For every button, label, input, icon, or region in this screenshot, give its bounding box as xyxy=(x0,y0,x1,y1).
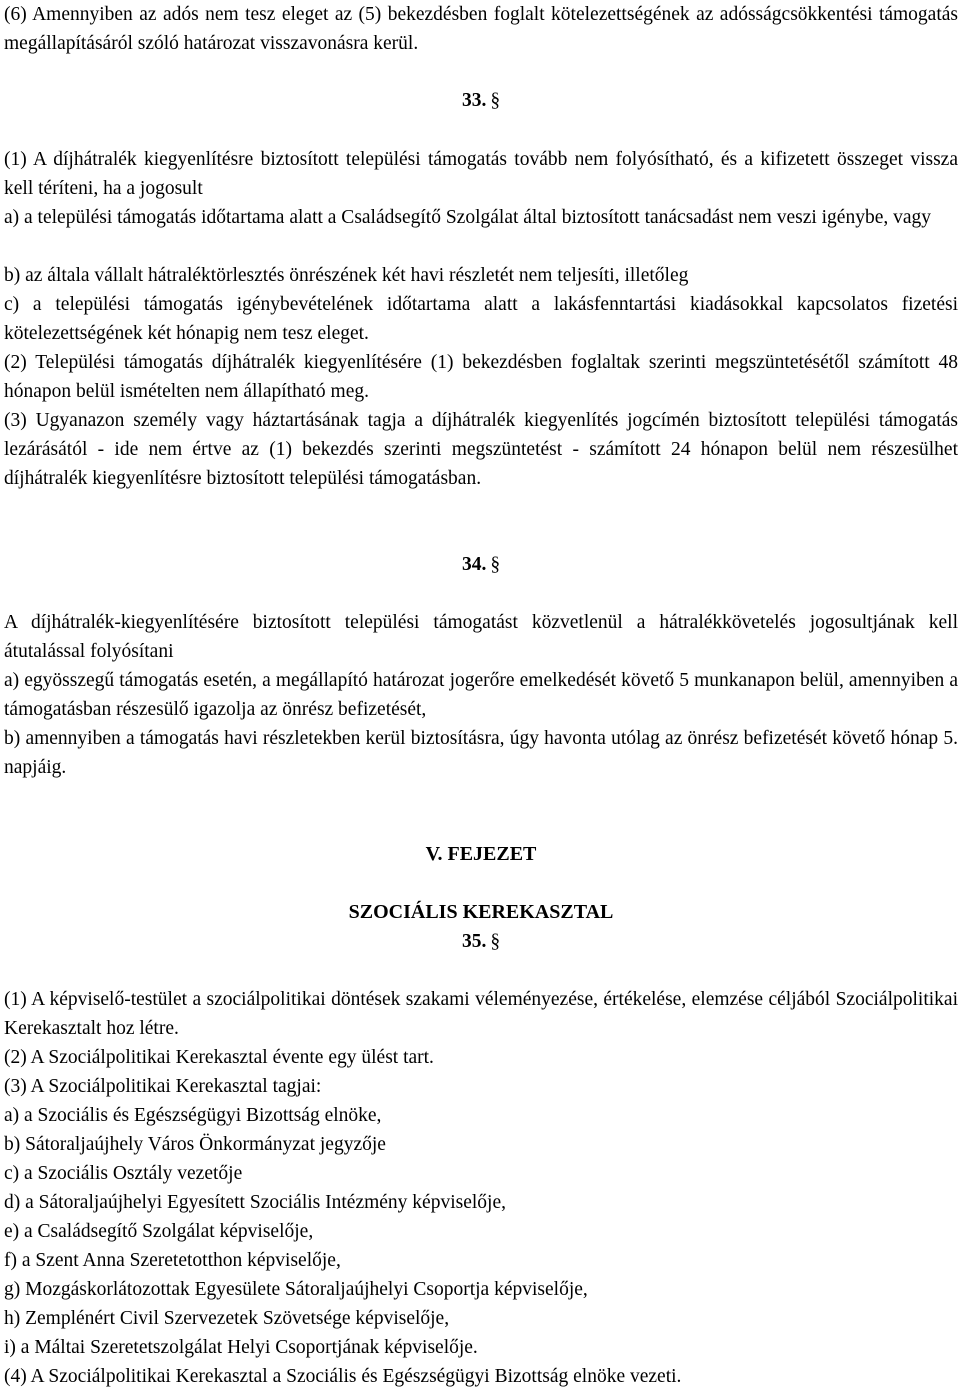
chapter-heading: V. FEJEZET xyxy=(425,843,537,865)
list-item: b) Sátoraljaújhely Város Önkormányzat jegyzője xyxy=(4,1134,386,1155)
section-35-heading xyxy=(4,927,958,956)
section-33-paragraph-1: (1) A díjhátralék kiegyenlítésre biztosított települési támogatás tovább nem folyósítható, és a kifizetett összeget vissza kell téríteni, ha a jogosult xyxy=(4,149,958,199)
section-35-paragraph-4: (4) A Szociálpolitikai Kerekasztal a Szociális és Egészségügyi Bizottság elnöke vezeti. xyxy=(4,1366,682,1387)
list-item: h) Zemplénért Civil Szervezetek Szövetsége képviselője, xyxy=(4,1308,450,1329)
section-34-number: 34. xyxy=(461,554,487,575)
section-34-point-a: a) egyösszegű támogatás esetén, a megállapító határozat jogerőre emelkedését követő 5 munkanapon belül, amennyiben a támogatásban részesülő igazolja az önrész befizetését, xyxy=(4,670,958,720)
member-list xyxy=(4,1101,958,1362)
section-33-point-b: b) az általa vállalt hátraléktörlesztés önrészének két havi részletét nem teljesíti, illetőleg xyxy=(4,265,689,286)
list-item: c) a Szociális Osztály vezetője xyxy=(4,1163,243,1184)
section-33-paragraph-3: (3) Ugyanazon személy vagy háztartásának tagja a díjhátralék kiegyenlítés jogcímén biztosított települési támogatás lezárásától - ide nem értve az (1) bekezdés szerinti megszüntetést - számított 24 hónapon belül nem részesülhet díjhátralék kiegyenlítésre biztosított települési támogatásban. xyxy=(4,410,958,489)
section-34-heading xyxy=(4,550,958,579)
section-33-heading xyxy=(4,86,958,115)
section-33-point-c: c) a települési támogatás igénybevételének időtartama alatt a lakásfenntartási kiadásokkal kapcsolatos fizetési kötelezettségének két hónapig nem tesz eleget. xyxy=(4,294,958,344)
paragraph-6: (6) Amennyiben az adós nem tesz eleget az (5) bekezdésben foglalt kötelezettségének az adósságcsökkentési támogatás megállapításáról szóló határozat visszavonásra kerül. xyxy=(4,4,958,54)
chapter-title: SZOCIÁLIS KEREKASZTAL xyxy=(348,901,614,923)
section-35-paragraph-3: (3) A Szociálpolitikai Kerekasztal tagjai: xyxy=(4,1076,322,1097)
list-item: e) a Családsegítő Szolgálat képviselője, xyxy=(4,1221,314,1242)
section-34-paragraph: A díjhátralék-kiegyenlítésére biztosított települési támogatást közvetlenül a hátralékkövetelés jogosultjának kell átutalással folyósítani xyxy=(4,612,958,662)
section-33-number: 33. xyxy=(461,90,487,111)
section-sign-icon: § xyxy=(490,90,501,111)
list-item: g) Mozgáskorlátozottak Egyesülete Sátoraljaújhelyi Csoportja képviselője, xyxy=(4,1279,588,1300)
list-item: d) a Sátoraljaújhelyi Egyesített Szociális Intézmény képviselője, xyxy=(4,1192,506,1213)
list-item: f) a Szent Anna Szeretetotthon képviselője, xyxy=(4,1250,341,1271)
section-35-paragraph-1: (1) A képviselő-testület a szociálpolitikai döntések szakami véleményezése, értékelése, elemzése céljából Szociálpolitikai Kerekasztalt hoz létre. xyxy=(4,989,958,1039)
section-sign-icon: § xyxy=(490,554,501,575)
section-34-point-b: b) amennyiben a támogatás havi részletekben kerül biztosításra, úgy havonta utólag az önrész befizetését követő hónap 5. napjáig. xyxy=(4,728,958,778)
section-35-number: 35. xyxy=(461,931,487,952)
section-35-paragraph-2: (2) A Szociálpolitikai Kerekasztal évente egy ülést tart. xyxy=(4,1047,434,1068)
section-sign-icon: § xyxy=(490,931,501,952)
list-item: i) a Máltai Szeretetszolgálat Helyi Csoportjának képviselője. xyxy=(4,1337,478,1358)
list-item: a) a Szociális és Egészségügyi Bizottság elnöke, xyxy=(4,1105,382,1126)
section-33-paragraph-2: (2) Települési támogatás díjhátralék kiegyenlítésére (1) bekezdésben foglaltak szerinti megszüntetésétől számított 48 hónapon belül ismételten nem állapítható meg. xyxy=(4,352,958,402)
section-33-point-a: a) a települési támogatás időtartama alatt a Családsegítő Szolgálat által biztosított tanácsadást nem veszi igénybe, vagy xyxy=(4,207,932,228)
